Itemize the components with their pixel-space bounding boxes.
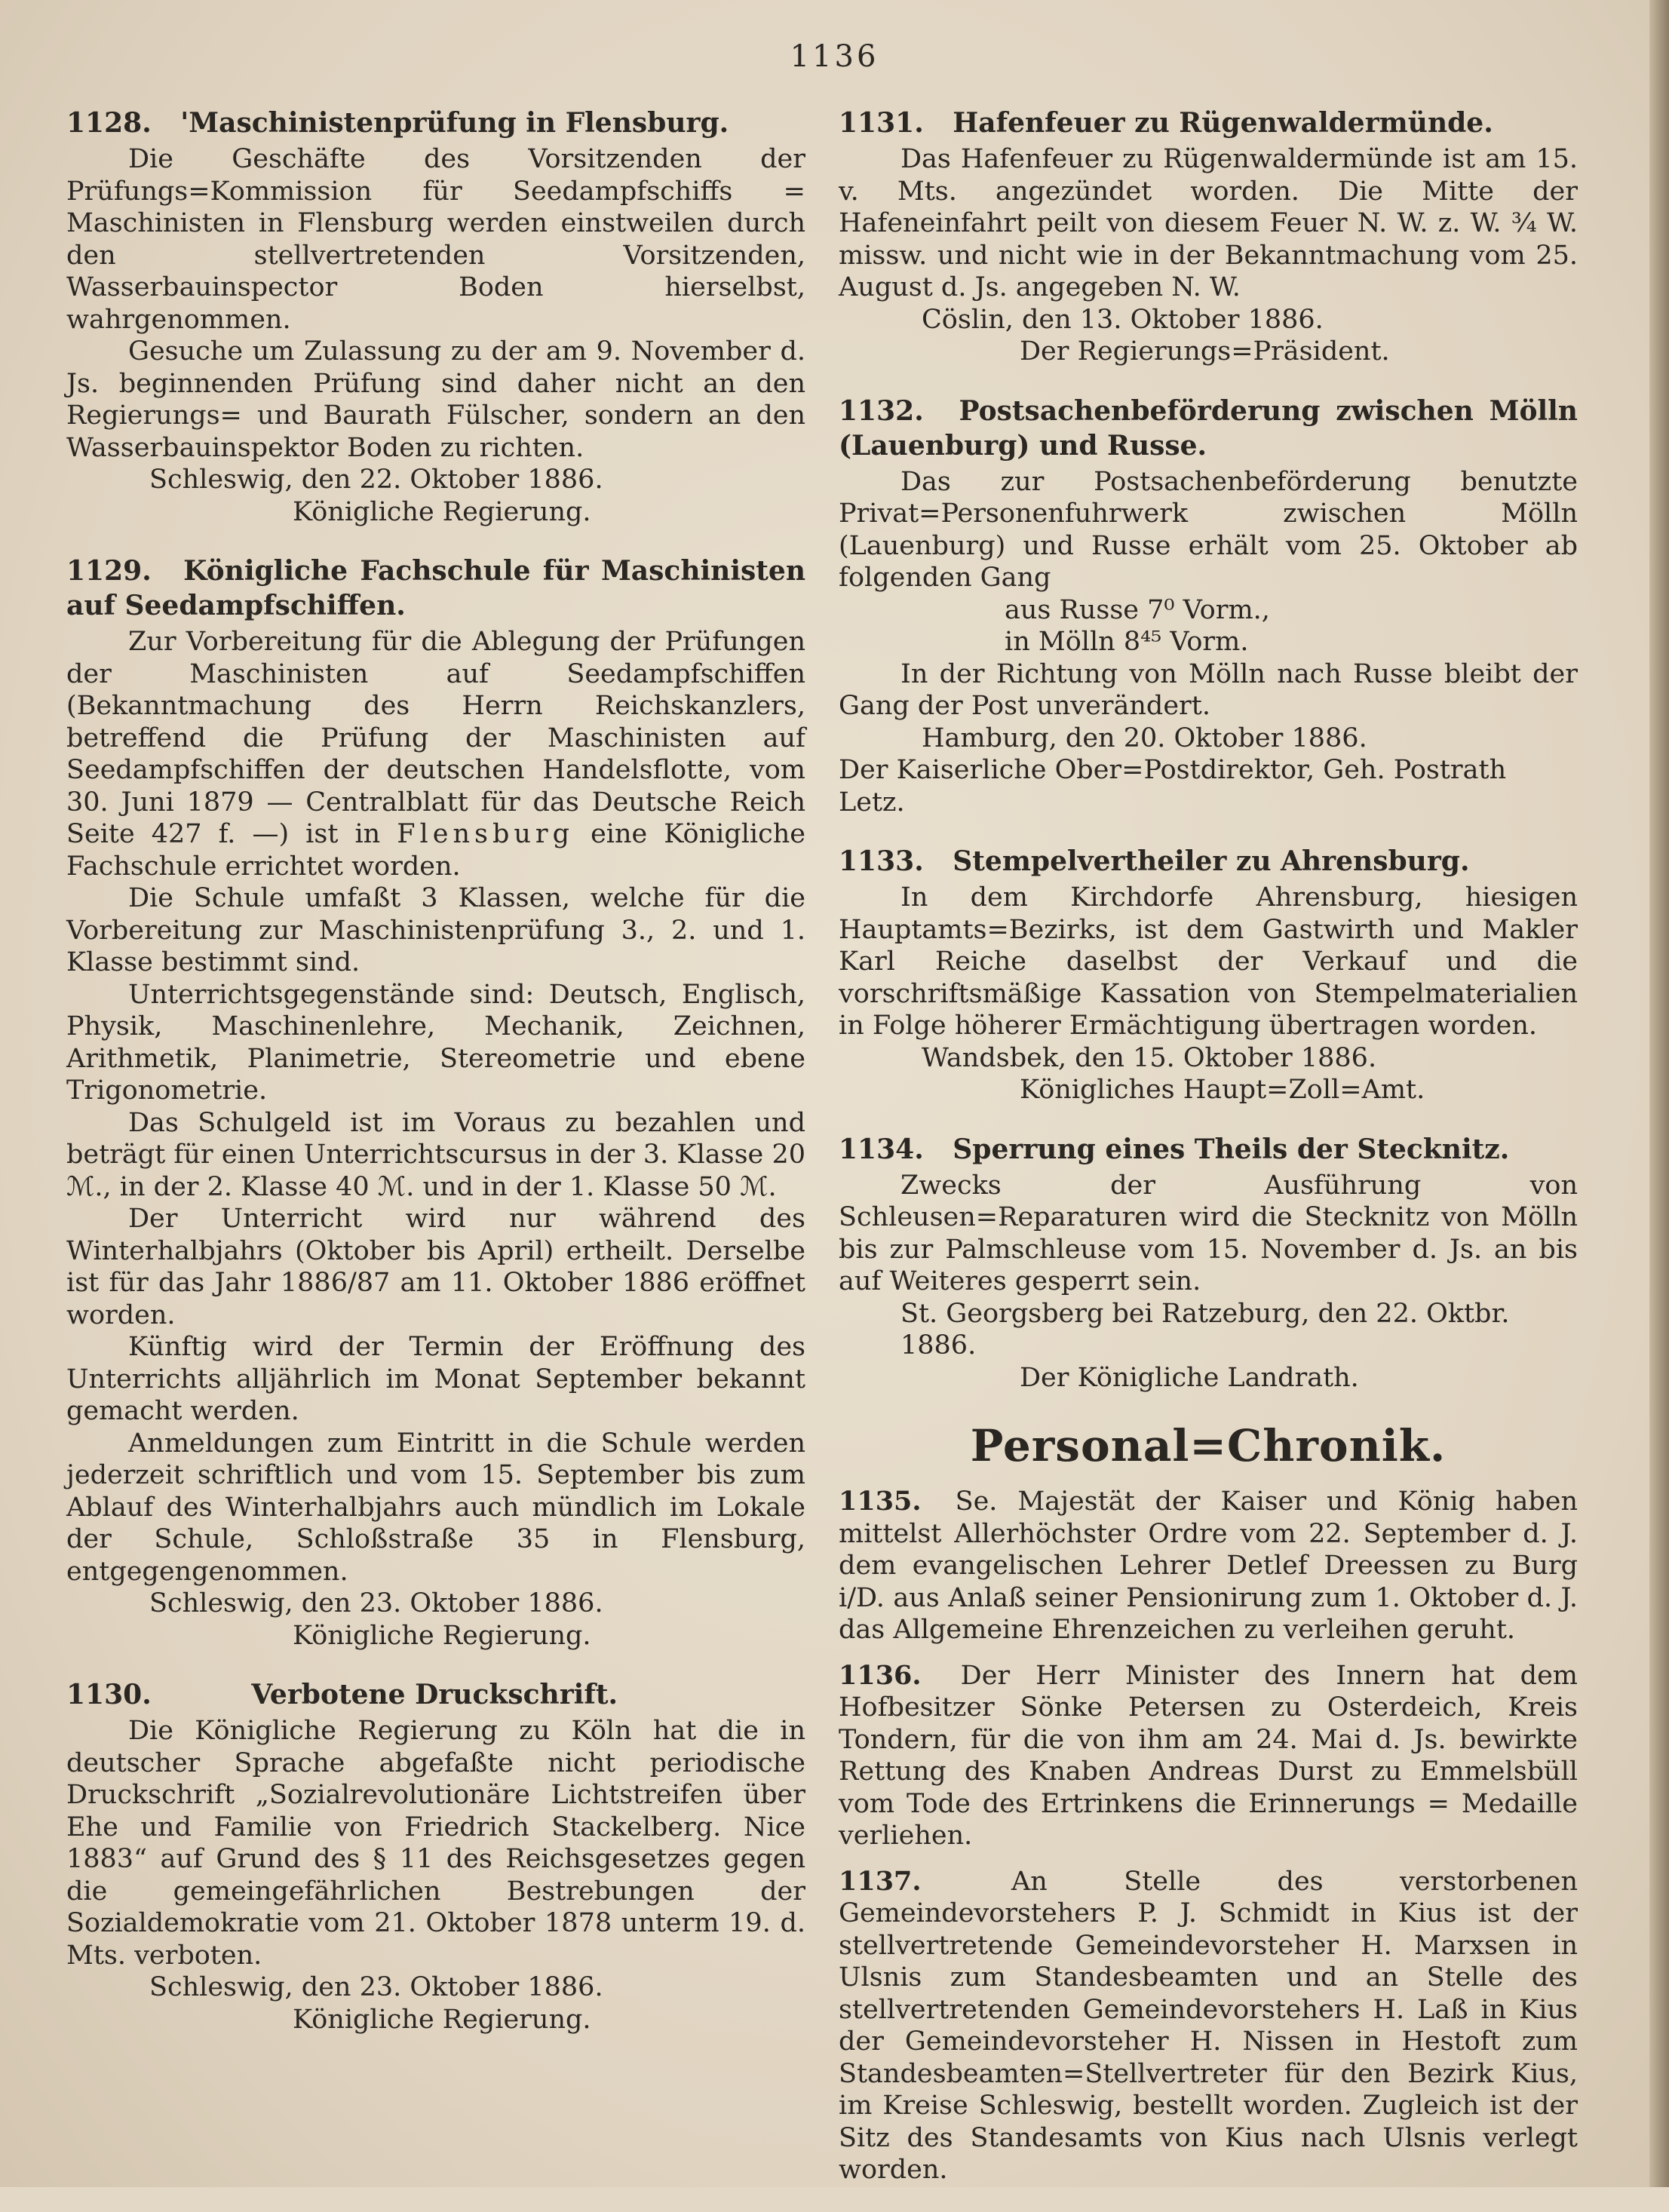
entry-1130 xyxy=(66,1677,805,2036)
entry-number: 1128. xyxy=(66,107,152,139)
dateline: Schleswig, den 23. Oktober 1886. xyxy=(149,1588,603,1618)
paragraph-text: An Stelle des verstorbenen Gemeindevorstehers P. J. Schmidt in Kius ist der stellvertretende Gemeindevorsteher H. Marxsen in Ulsnis zum Standesbeamten und an Stelle des stellvertretenden Gemeindevorstehers H. Laß in Kius der Gemeindevorsteher H. Nissen in Hestoft zum Standesbeamten=Stellvertreter für den Bezirk Kius, im Kreise Schleswig, bestellt worden. Zugleich ist der Sitz des Standesamts von Kius nach Ulsnis verlegt worden. xyxy=(839,1866,1578,2185)
entry-paragraph: Unterrichtsgegenstände sind: Deutsch, Englisch, Physik, Maschinenlehre, Mechanik, Zeichnen, Arithmetik, Planimetrie, Stereometrie und ebene Trigonometrie. xyxy=(66,979,805,1106)
entry-paragraph xyxy=(66,626,805,882)
right-column xyxy=(839,106,1578,2212)
entry-paragraph: Gesuche um Zulassung zu der am 9. November d. Js. beginnenden Prüfung sind daher nicht an den Regierungs= und Baurath Fülscher, sondern an den Wasserbauinspektor Boden zu richten. xyxy=(66,336,805,463)
entry-title: Stempelvertheiler zu Ahrensburg. xyxy=(953,845,1470,877)
entry-paragraph: Die Königliche Regierung zu Köln hat die in deutscher Sprache abgefaßte nicht periodische Druckschrift „Sozialrevolutionäre Lichtstreifen über Ehe und Familie von Friedrich Stackelberg. Nice 1883“ auf Grund des § 11 des Reichsgesetzes gegen die gemeingefährlichen Bestrebungen der Sozialdemokratie vom 21. Oktober 1878 unterm 19. d. Mts. verboten. xyxy=(66,1716,805,1971)
paragraph-text: Se. Majestät der Kaiser und König haben mittelst Allerhöchster Ordre vom 22. September d. J. dem evangelischen Lehrer Detlef Dreessen zu Burg i/D. aus Anlaß seiner Pensionirung zum 1. Oktober d. J. das Allgemeine Ehrenzeichen zu verleihen geruht. xyxy=(839,1486,1578,1645)
entry-1131 xyxy=(839,106,1578,368)
entry-number: 1131. xyxy=(839,107,924,139)
entry-1128 xyxy=(66,106,805,528)
entry-paragraph: Das Schulgeld ist im Voraus zu bezahlen und beträgt für einen Unterrichtscursus in der 3. Klasse 20 ℳ., in der 2. Klasse 40 ℳ. und in der 1. Klasse 50 ℳ. xyxy=(66,1107,805,1202)
entry-number: 1133. xyxy=(839,845,924,877)
book-spine-shadow xyxy=(1649,0,1669,2187)
entry-heading xyxy=(839,844,1578,879)
entry-title: Postsachenbeförderung zwischen Mölln (Lauenburg) und Russe. xyxy=(839,394,1578,462)
entry-1132 xyxy=(839,394,1578,819)
entry-paragraph xyxy=(839,1486,1578,1646)
entry-1134 xyxy=(839,1132,1578,1394)
entry-paragraph: Die Geschäfte des Vorsitzenden der Prüfungs=Kommission für Seedampfschiffs = Maschinisten in Flensburg werden einstweilen durch den stellvertretenden Vorsitzenden, Wasserbauinspector Boden hierselbst, wahrgenommen. xyxy=(66,144,805,335)
entry-title: Königliche Fachschule für Maschinisten auf Seedampfschiffen. xyxy=(66,555,805,621)
paragraph-text: eine Königliche Fachschule errichtet worden. xyxy=(66,819,805,882)
entry-paragraph: Anmeldungen zum Eintritt in die Schule werden jederzeit schriftlich und vom 15. September bis zum Ablauf des Winterhalbjahrs auch mündlich im Lokale der Schule, Schloßstraße 35 in Flensburg, entgegengenommen. xyxy=(66,1428,805,1587)
schedule-line: in Mölln 8⁴⁵ Vorm. xyxy=(1005,627,1249,657)
authority-signature: Der Königliche Landrath. xyxy=(1020,1362,1359,1393)
entry-number: 1132. xyxy=(839,394,924,427)
entry-1136 xyxy=(839,1660,1578,1852)
authority-signature: Der Regierungs=Präsident. xyxy=(1020,336,1390,367)
entry-1137 xyxy=(839,1866,1578,2186)
entry-paragraph: Zwecks der Ausführung von Schleusen=Reparaturen wird die Stecknitz von Mölln bis zur Palmschleuse vom 15. November d. Js. an bis auf Weiteres gesperrt sein. xyxy=(839,1170,1578,1296)
authority-signature: Der Kaiserliche Ober=Postdirektor, Geh. Postrath Letz. xyxy=(839,755,1507,818)
entry-1135 xyxy=(839,1486,1578,1646)
entry-paragraph: In dem Kirchdorfe Ahrensburg, hiesigen Hauptamts=Bezirks, ist dem Gastwirth und Makler Karl Reiche daselbst der Verkauf und die vorschriftsmäßige Kassation von Stempelmaterialien in Folge höherer Ermächtigung übertragen worden. xyxy=(839,882,1578,1041)
paragraph-text: Der Herr Minister des Innern hat dem Hofbesitzer Sönke Petersen zu Osterdeich, Kreis Tondern, für die von ihm am 24. Mai d. Js. bewirkte Rettung des Knaben Andreas Durst zu Emmelsbüll vom Tode des Ertrinkens die Erinnerungs = Medaille verliehen. xyxy=(839,1660,1578,1851)
entry-title: 'Maschinistenprüfung in Flensburg. xyxy=(180,107,729,139)
entry-paragraph: Das zur Postsachenbeförderung benutzte Privat=Personenfuhrwerk zwischen Mölln (Lauenburg) und Russe erhält vom 25. Oktober ab folgenden Gang xyxy=(839,466,1578,593)
entry-number: 1134. xyxy=(839,1133,924,1165)
page-number: 1136 xyxy=(790,39,879,74)
entry-paragraph: Der Unterricht wird nur während des Winterhalbjahrs (Oktober bis April) ertheilt. Derselbe ist für das Jahr 1886/87 am 11. Oktober 1886 eröffnet worden. xyxy=(66,1204,805,1330)
entry-paragraph: Künftig wird der Termin der Eröffnung des Unterrichts alljährlich im Monat September bekannt gemacht werden. xyxy=(66,1332,805,1426)
entry-number: 1130. xyxy=(66,1679,152,1710)
dateline: Cöslin, den 13. Oktober 1886. xyxy=(922,304,1324,335)
dateline: St. Georgsberg bei Ratzeburg, den 22. Oktbr. 1886. xyxy=(900,1298,1510,1361)
entry-paragraph: Das Hafenfeuer zu Rügenwaldermünde ist am 15. v. Mts. angezündet worden. Die Mitte der Hafeneinfahrt peilt von diesem Feuer N. W. z. W. ¾ W. missw. und nicht wie in der Bekanntmachung vom 25. August d. Js. angegeben N. W. xyxy=(839,144,1578,302)
dateline: Hamburg, den 20. Oktober 1886. xyxy=(922,723,1367,753)
entry-title: Verbotene Druckschrift. xyxy=(251,1679,618,1710)
entry-paragraph xyxy=(839,1660,1578,1852)
entry-title: Hafenfeuer zu Rügenwaldermünde. xyxy=(953,107,1493,139)
entry-number: 1137. xyxy=(839,1865,922,1897)
entry-number: 1129. xyxy=(66,555,152,587)
entry-1129 xyxy=(66,554,805,1652)
authority-signature: Königliches Haupt=Zoll=Amt. xyxy=(1020,1075,1425,1105)
emphasized-place: Flensburg xyxy=(397,819,575,849)
entry-1133 xyxy=(839,844,1578,1106)
entry-paragraph: In der Richtung von Mölln nach Russe bleibt der Gang der Post unverändert. xyxy=(839,658,1578,721)
authority-signature: Königliche Regierung. xyxy=(293,496,591,527)
entry-paragraph: Die Schule umfaßt 3 Klassen, welche für die Vorbereitung zur Maschinistenprüfung 3., 2. und 1. Klasse bestimmt sind. xyxy=(66,883,805,977)
dateline: Schleswig, den 22. Oktober 1886. xyxy=(149,465,603,495)
section-title: Personal=Chronik. xyxy=(970,1420,1447,1471)
dateline: Wandsbek, den 15. Oktober 1886. xyxy=(922,1042,1377,1073)
entry-heading xyxy=(66,554,805,623)
entry-number: 1136. xyxy=(839,1659,922,1691)
entry-heading xyxy=(66,1677,805,1712)
paragraph-text: Zur Vorbereitung für die Ablegung der Prüfungen der Maschinisten auf Seedampfschiffen (Bekanntmachung des Herrn Reichskanzlers, betreffend die Prüfung der Maschinisten auf Seedampfschiffen der deutschen Handelsflotte, vom 30. Juni 1879 — Centralblatt für das Deutsche Reich Seite 427 f. —) ist in xyxy=(66,627,805,849)
dateline: Schleswig, den 23. Oktober 1886. xyxy=(149,1972,603,2002)
entry-heading xyxy=(66,106,805,140)
entry-heading xyxy=(839,106,1578,140)
left-column xyxy=(66,106,805,2061)
entry-number: 1135. xyxy=(839,1486,922,1517)
authority-signature: Königliche Regierung. xyxy=(293,1620,591,1651)
entry-title: Sperrung eines Theils der Stecknitz. xyxy=(953,1133,1510,1165)
authority-signature: Königliche Regierung. xyxy=(293,2004,591,2035)
schedule-line: aus Russe 7⁰ Vorm., xyxy=(1005,594,1270,625)
entry-paragraph xyxy=(839,1866,1578,2186)
entry-heading xyxy=(839,394,1578,463)
entry-heading xyxy=(839,1132,1578,1167)
